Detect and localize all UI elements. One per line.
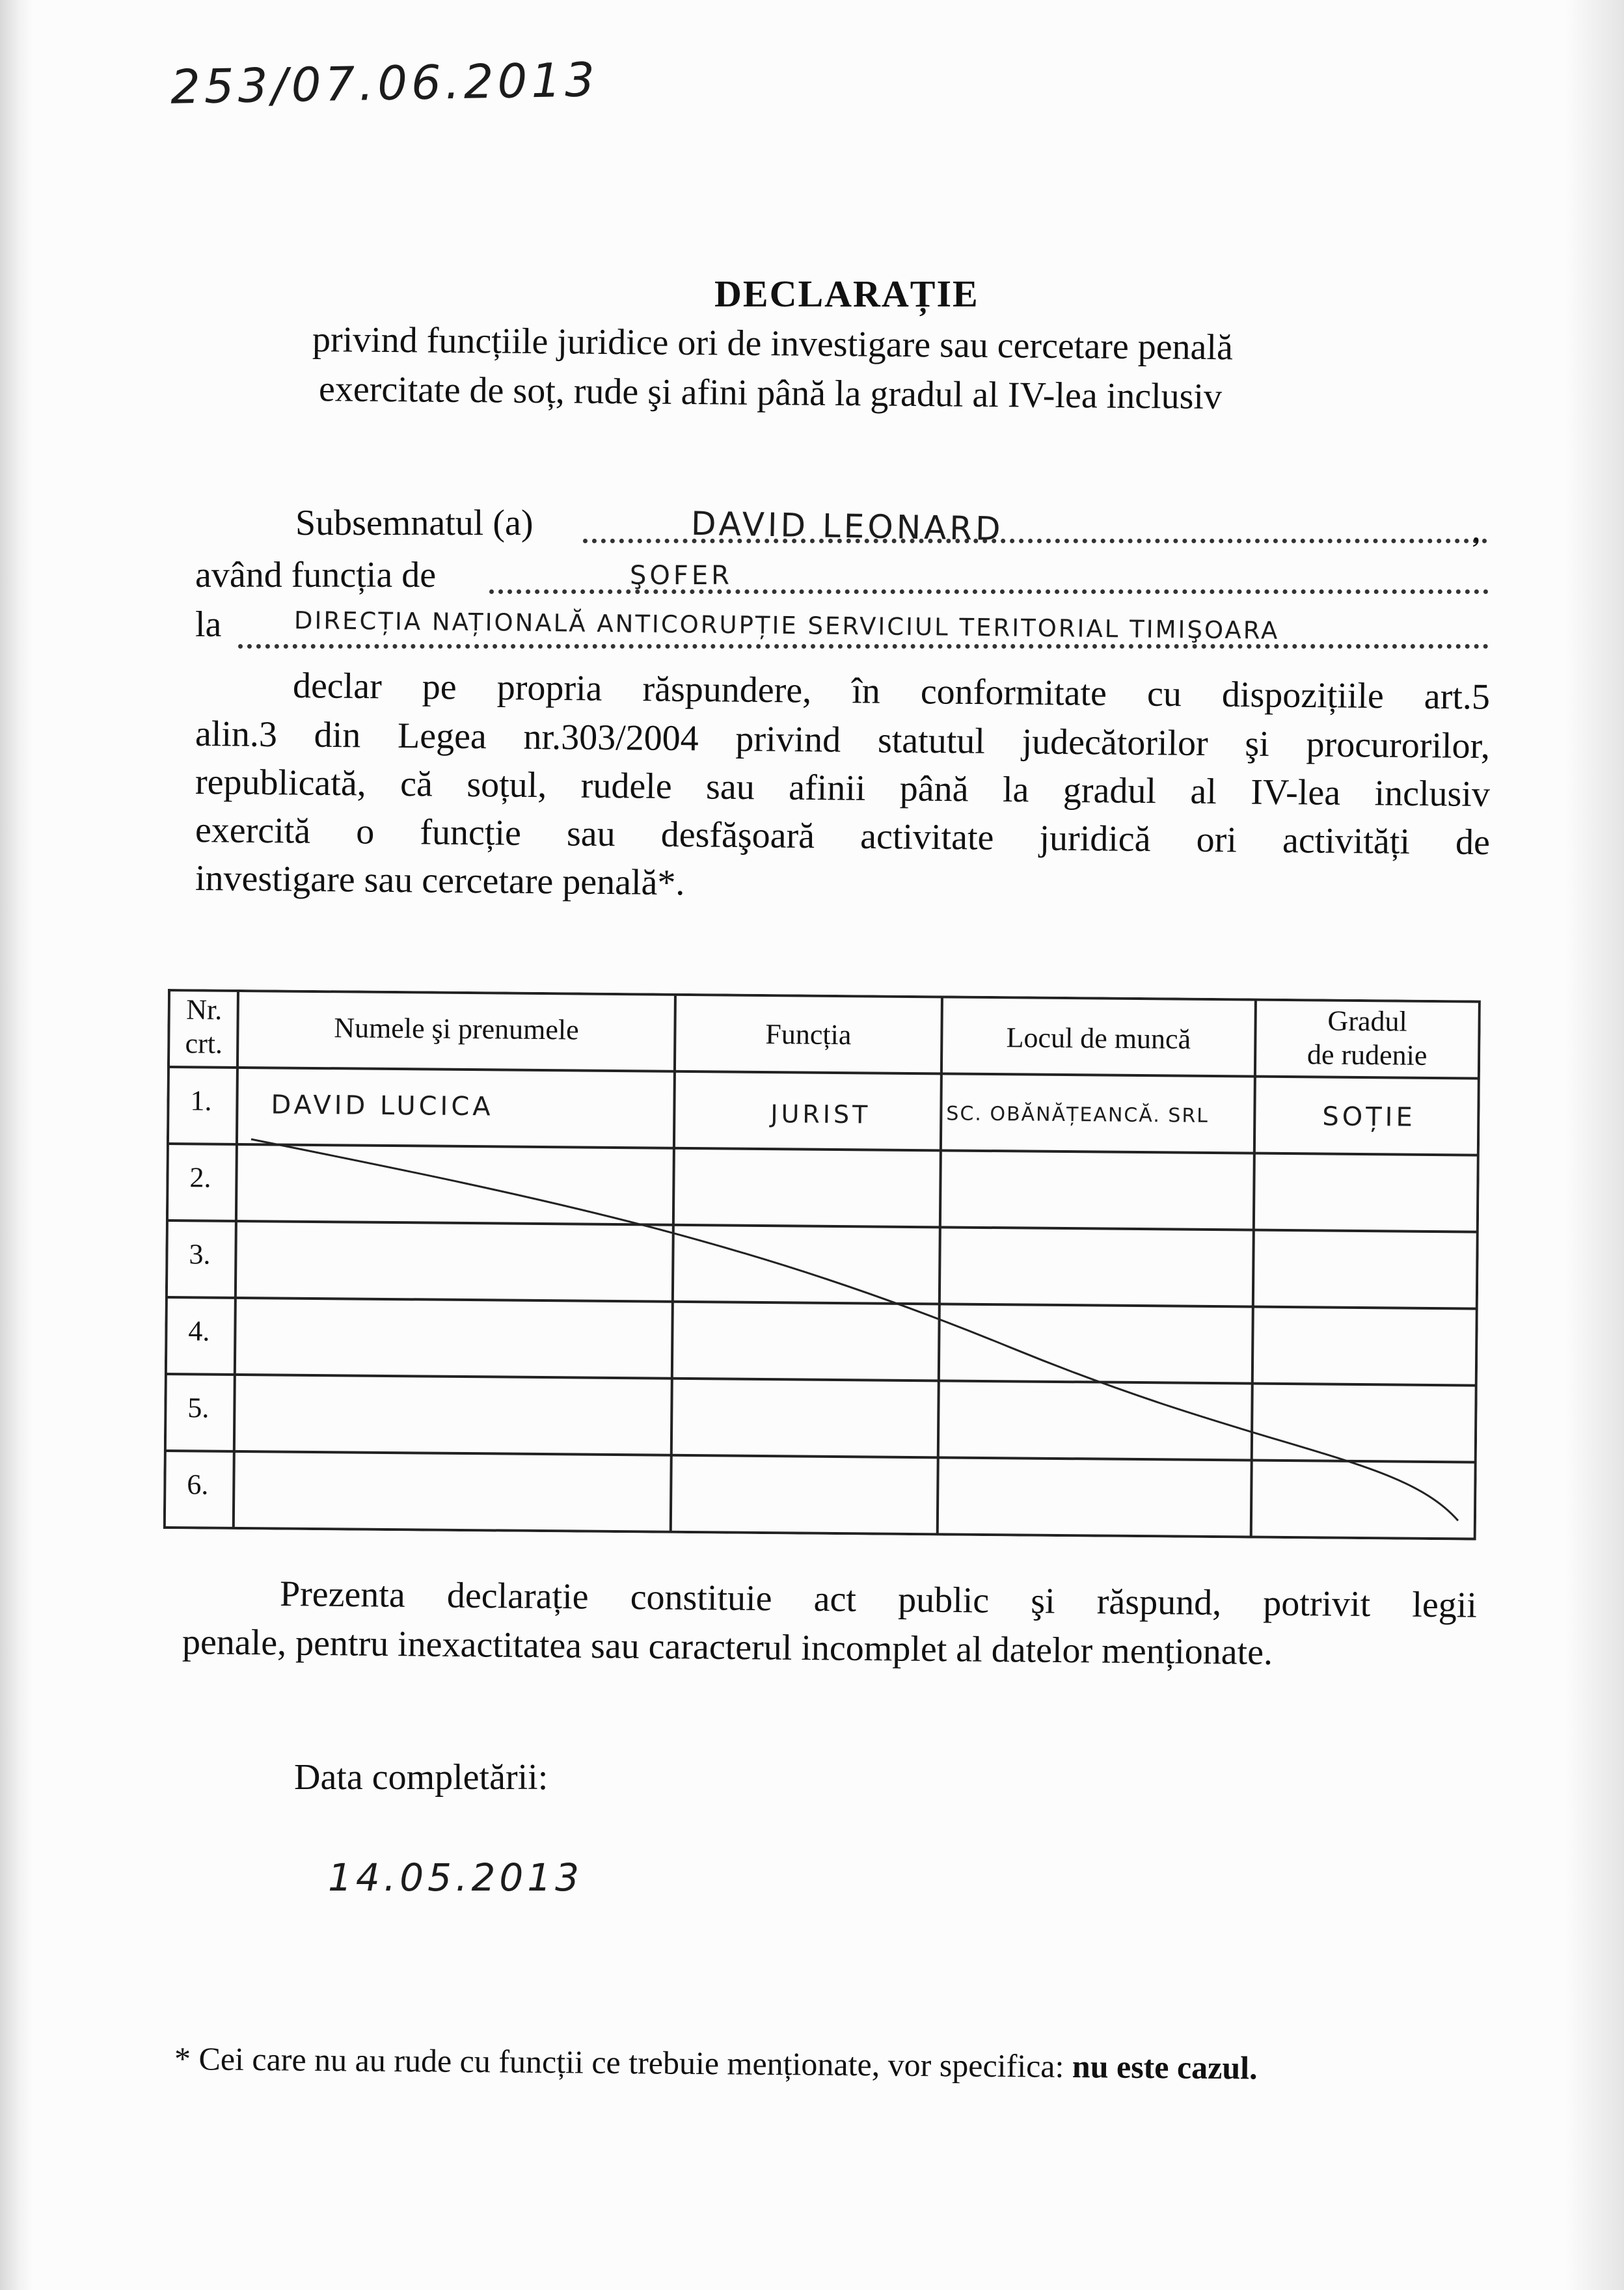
label-at: la [195,604,222,645]
table-grid [163,989,1481,1541]
declarant-position: ŞOFER [630,561,733,591]
footnote [174,2040,1258,2087]
comma: , [1472,509,1481,550]
header-nr: Nr. crt. [185,993,223,1060]
completion-date: 14.05.2013 [328,1855,584,1900]
row-number: 5. [187,1392,210,1424]
row-number: 2. [189,1161,211,1194]
relative-name: DAVID LUCICA [271,1090,494,1122]
closing-line-1: Prezenta declarație constituie act public şi răspund, potrivit legii [279,1574,1478,1626]
date-label: Data completării: [294,1757,548,1798]
label-position: având funcția de [195,555,437,595]
row-number: 4. [188,1315,210,1347]
statement-line-5: investigare sau cercetare penală*. [195,858,685,904]
dotted-line-institution [238,644,1489,649]
registration-number: 253/07.06.2013 [170,52,599,114]
row-number: 6. [187,1468,209,1501]
statement-line-1: declar pe propria răspundere, în conformitate cu dispozițiile art.5 [292,666,1491,718]
declarant-name: DAVID LEONARD [690,504,1005,548]
statement-line-4: exercită o funcție sau desfăşoară activitate juridică ori activități de [195,810,1491,863]
relative-degree: SOȚIE [1322,1101,1416,1133]
document-title: DECLARAȚIE [714,273,979,315]
header-name: Numele şi prenumele [334,1012,579,1046]
subtitle-line-1: privind funcțiile juridice ori de investigare sau cercetare penală [312,319,1234,368]
declarant-institution: DIRECȚIA NAȚIONALĂ ANTICORUPȚIE SERVICIUL TERITORIAL TIMIŞOARA [293,606,1280,645]
header-function: Funcția [765,1018,852,1051]
relative-workplace: SC. OBĂNĂȚEANCĂ. SRL [946,1102,1210,1127]
closing-line-2: penale, pentru inexactitatea sau caracterul incomplet al datelor menționate. [182,1622,1273,1673]
relatives-table [163,989,1481,1541]
relative-function: JURIST [770,1099,871,1129]
header-workplace: Locul de muncă [1006,1021,1191,1055]
strike-through-line [248,1139,1461,1520]
footnote-text: * Cei care nu au rude cu funcții ce trebuie menționate, vor specifica: [174,2040,1073,2085]
row-number: 3. [189,1238,211,1271]
header-degree: Gradul de rudenie [1306,1004,1428,1071]
label-name: Subsemnatul (a) [295,503,534,543]
footnote-emphasis: nu este cazul. [1072,2048,1258,2086]
row-number: 1. [190,1084,212,1117]
statement-line-2: alin.3 din Legea nr.303/2004 privind statutul judecătorilor şi procurorilor, [195,714,1491,767]
subtitle-line-2: exercitate de soț, rude şi afini până la gradul al IV-lea inclusiv [318,369,1223,418]
statement-line-3: republicată, că soțul, rudele sau afinii până la gradul al IV-lea inclusiv [195,762,1491,815]
